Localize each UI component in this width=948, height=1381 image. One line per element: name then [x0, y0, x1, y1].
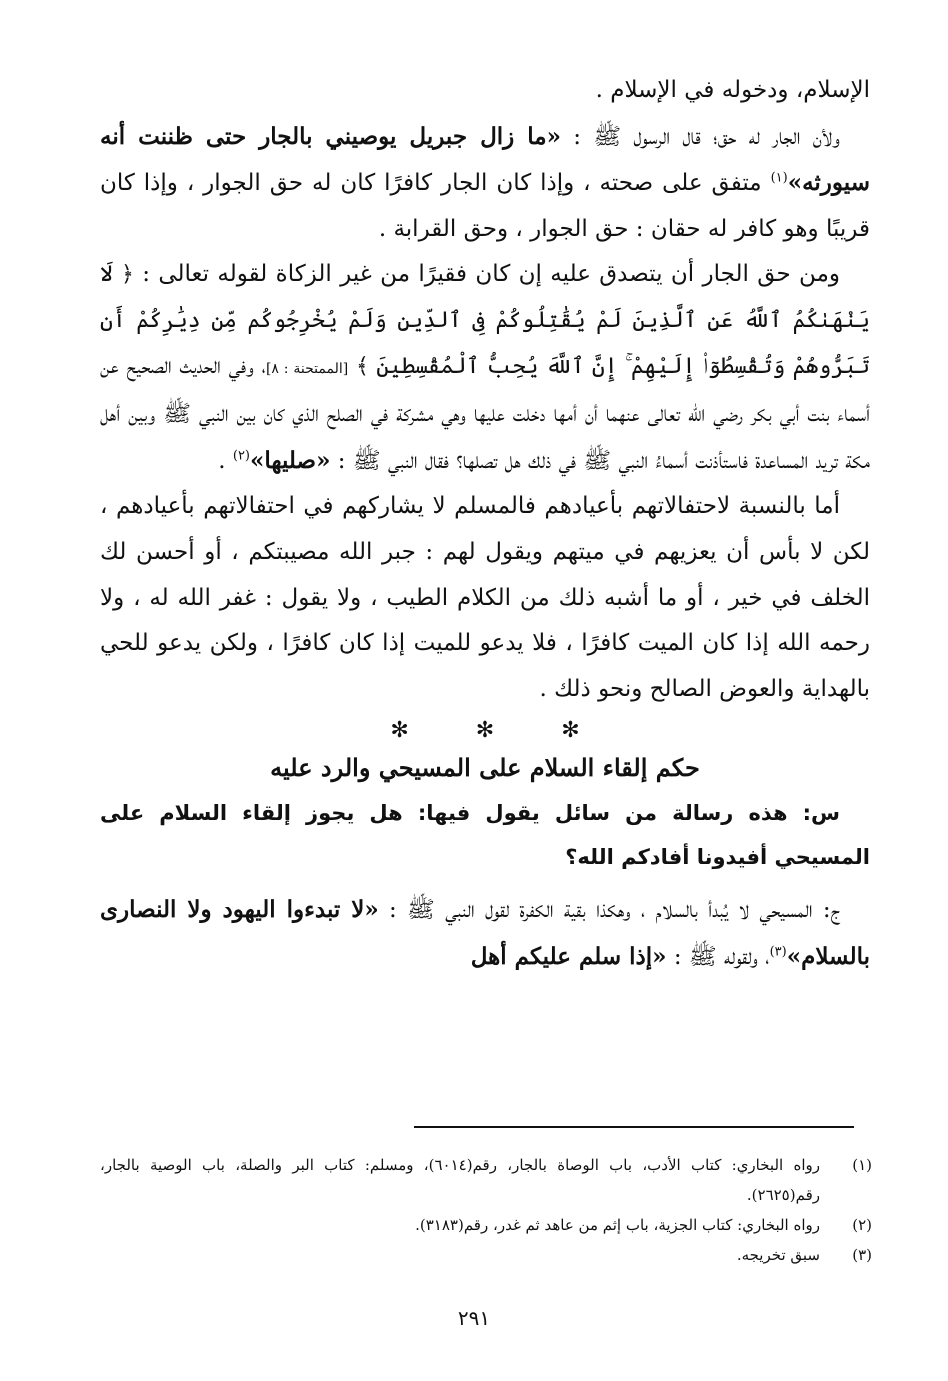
- footnote-item: [100, 1210, 872, 1240]
- footnote-ref-3[interactable]: (٣): [769, 944, 787, 960]
- section-separator: [100, 718, 870, 743]
- footnote-text: رواه البخاري: كتاب الأدب، باب الوصاة بالجار، رقم(٦٠١٤)، ومسلم: كتاب البر والصلة، باب الوصية بالجار، رقم(٢٦٢٥).: [100, 1156, 821, 1204]
- separator-star-icon: ✻: [561, 718, 580, 744]
- footnote-item: [100, 1150, 872, 1210]
- paragraph-1-text: الإسلام، ودخوله في الإسلام .: [595, 77, 870, 103]
- section-heading: حكم إلقاء السلام على المسيحي والرد عليه: [270, 753, 700, 783]
- footnote-item: [100, 1240, 872, 1270]
- footnote-number: (٢): [852, 1216, 872, 1234]
- hadith-quote-3: «لا تبدءوا اليهود ولا النصارى بالسلام»: [100, 896, 870, 970]
- paragraph-3: [100, 252, 870, 484]
- answer-mid: ، ولقوله ﷺ :: [673, 943, 770, 970]
- paragraph-3-intro: ومن حق الجار أن يتصدق عليه إن كان فقيرًا من غير الزكاة لقوله تعالى :: [142, 261, 840, 288]
- question-text: س: هذه رسالة من سائل يقول فيها: هل يجوز إلقاء السلام على المسيحي أفيدونا أفادكم الله؟: [100, 801, 870, 870]
- page-body: [100, 68, 870, 981]
- footnote-number: (٣): [852, 1246, 872, 1264]
- footnote-number: (١): [852, 1156, 872, 1174]
- paragraph-3-rest: ، وفي الحديث الصحيح عن أسماء بنت أبي بكر رضي الله تعالى عنهما أن أمها دخلت عليها وهي مشركة في الصلح الذي كان بين النبي ﷺ وبين أهل مكة تريد المساعدة فاستأذنت أسماءُ النبي ﷺ في ذلك هل تصلها؟ فقال النبي ﷺ :: [100, 352, 870, 474]
- hadith-quote-1: «ما زال جبريل يوصيني بالجار حتى ظننت أنه سيورثه»: [100, 122, 871, 197]
- answer-paragraph: [100, 887, 870, 980]
- paragraph-4: [100, 484, 870, 712]
- separator-star-icon: ✻: [475, 718, 495, 744]
- footnote-text: سبق تخريجه.: [736, 1246, 820, 1264]
- separator-star-icon: ✻: [390, 718, 409, 744]
- hadith-quote-2: «صليها»: [250, 446, 331, 474]
- footnote-divider: [414, 1126, 854, 1128]
- page-number: ٢٩١: [457, 1306, 491, 1330]
- footnote-ref-1[interactable]: (١): [770, 170, 788, 186]
- footnote-ref-2[interactable]: (٢): [232, 448, 250, 464]
- paragraph-4-text: أما بالنسبة لاحتفالاتهم بأعيادهم فالمسلم لا يشاركهم في احتفالاتهم بأعيادهم ، لكن لا بأس أن يعزيهم في ميتهم ويقول لهم : جبر الله مصيبتكم ، أو أحسن لك الخلف في خير ، أو ما أشبه ذلك من الكلام الطيب ، ولا يقول : غفر الله له ، ولا رحمه الله إذا كان الميت كافرًا ، فلا يدعو للميت إذا كان كافرًا ، ولكن يدعو للحي بالهداية والعوض الصالح ونحو ذلك .: [100, 493, 870, 702]
- paragraph-2: [100, 114, 870, 253]
- verse-reference: [الممتحنة : ٨]: [265, 360, 349, 377]
- paragraph-2-rest: متفق على صحته ، وإذا كان الجار كافرًا كان له حق الجوار ، وإذا كان قريبًا وهو كافر له حقان : حق الجوار ، وحق القرابة .: [100, 170, 870, 242]
- footnote-text: رواه البخاري: كتاب الجزية، باب إثم من عاهد ثم غدر، رقم(٣١٨٣).: [415, 1216, 820, 1234]
- answer-intro: ج: المسيحي لا يُبدأ بالسلام ، وهكذا بقية الكفرة لقول النبي ﷺ :: [389, 897, 840, 924]
- paragraph-3-end: .: [218, 447, 226, 474]
- quran-verse: ﴿ لَا يَنْهَىٰكُمُ ٱللَّهُ عَنِ ٱلَّذِينَ لَمْ يُقَٰتِلُوكُمْ فِى ٱلدِّينِ وَلَمْ يُخْرِجُوكُم مِّن دِيَٰرِكُمْ أَن تَبَرُّوهُمْ وَتُقْسِطُوٓا۟ إِلَيْهِمْ ۚ إِنَّ ٱللَّهَ يُحِبُّ ٱلْمُقْسِطِينَ ﴾: [100, 262, 870, 379]
- footnotes: [100, 1150, 872, 1270]
- paragraph-1: [100, 68, 870, 114]
- hadith-quote-4: «إذا سلم عليكم أهل: [470, 942, 667, 970]
- paragraph-2-intro: ولأن الجار له حق؛ قال الرسول ﷺ :: [573, 123, 840, 150]
